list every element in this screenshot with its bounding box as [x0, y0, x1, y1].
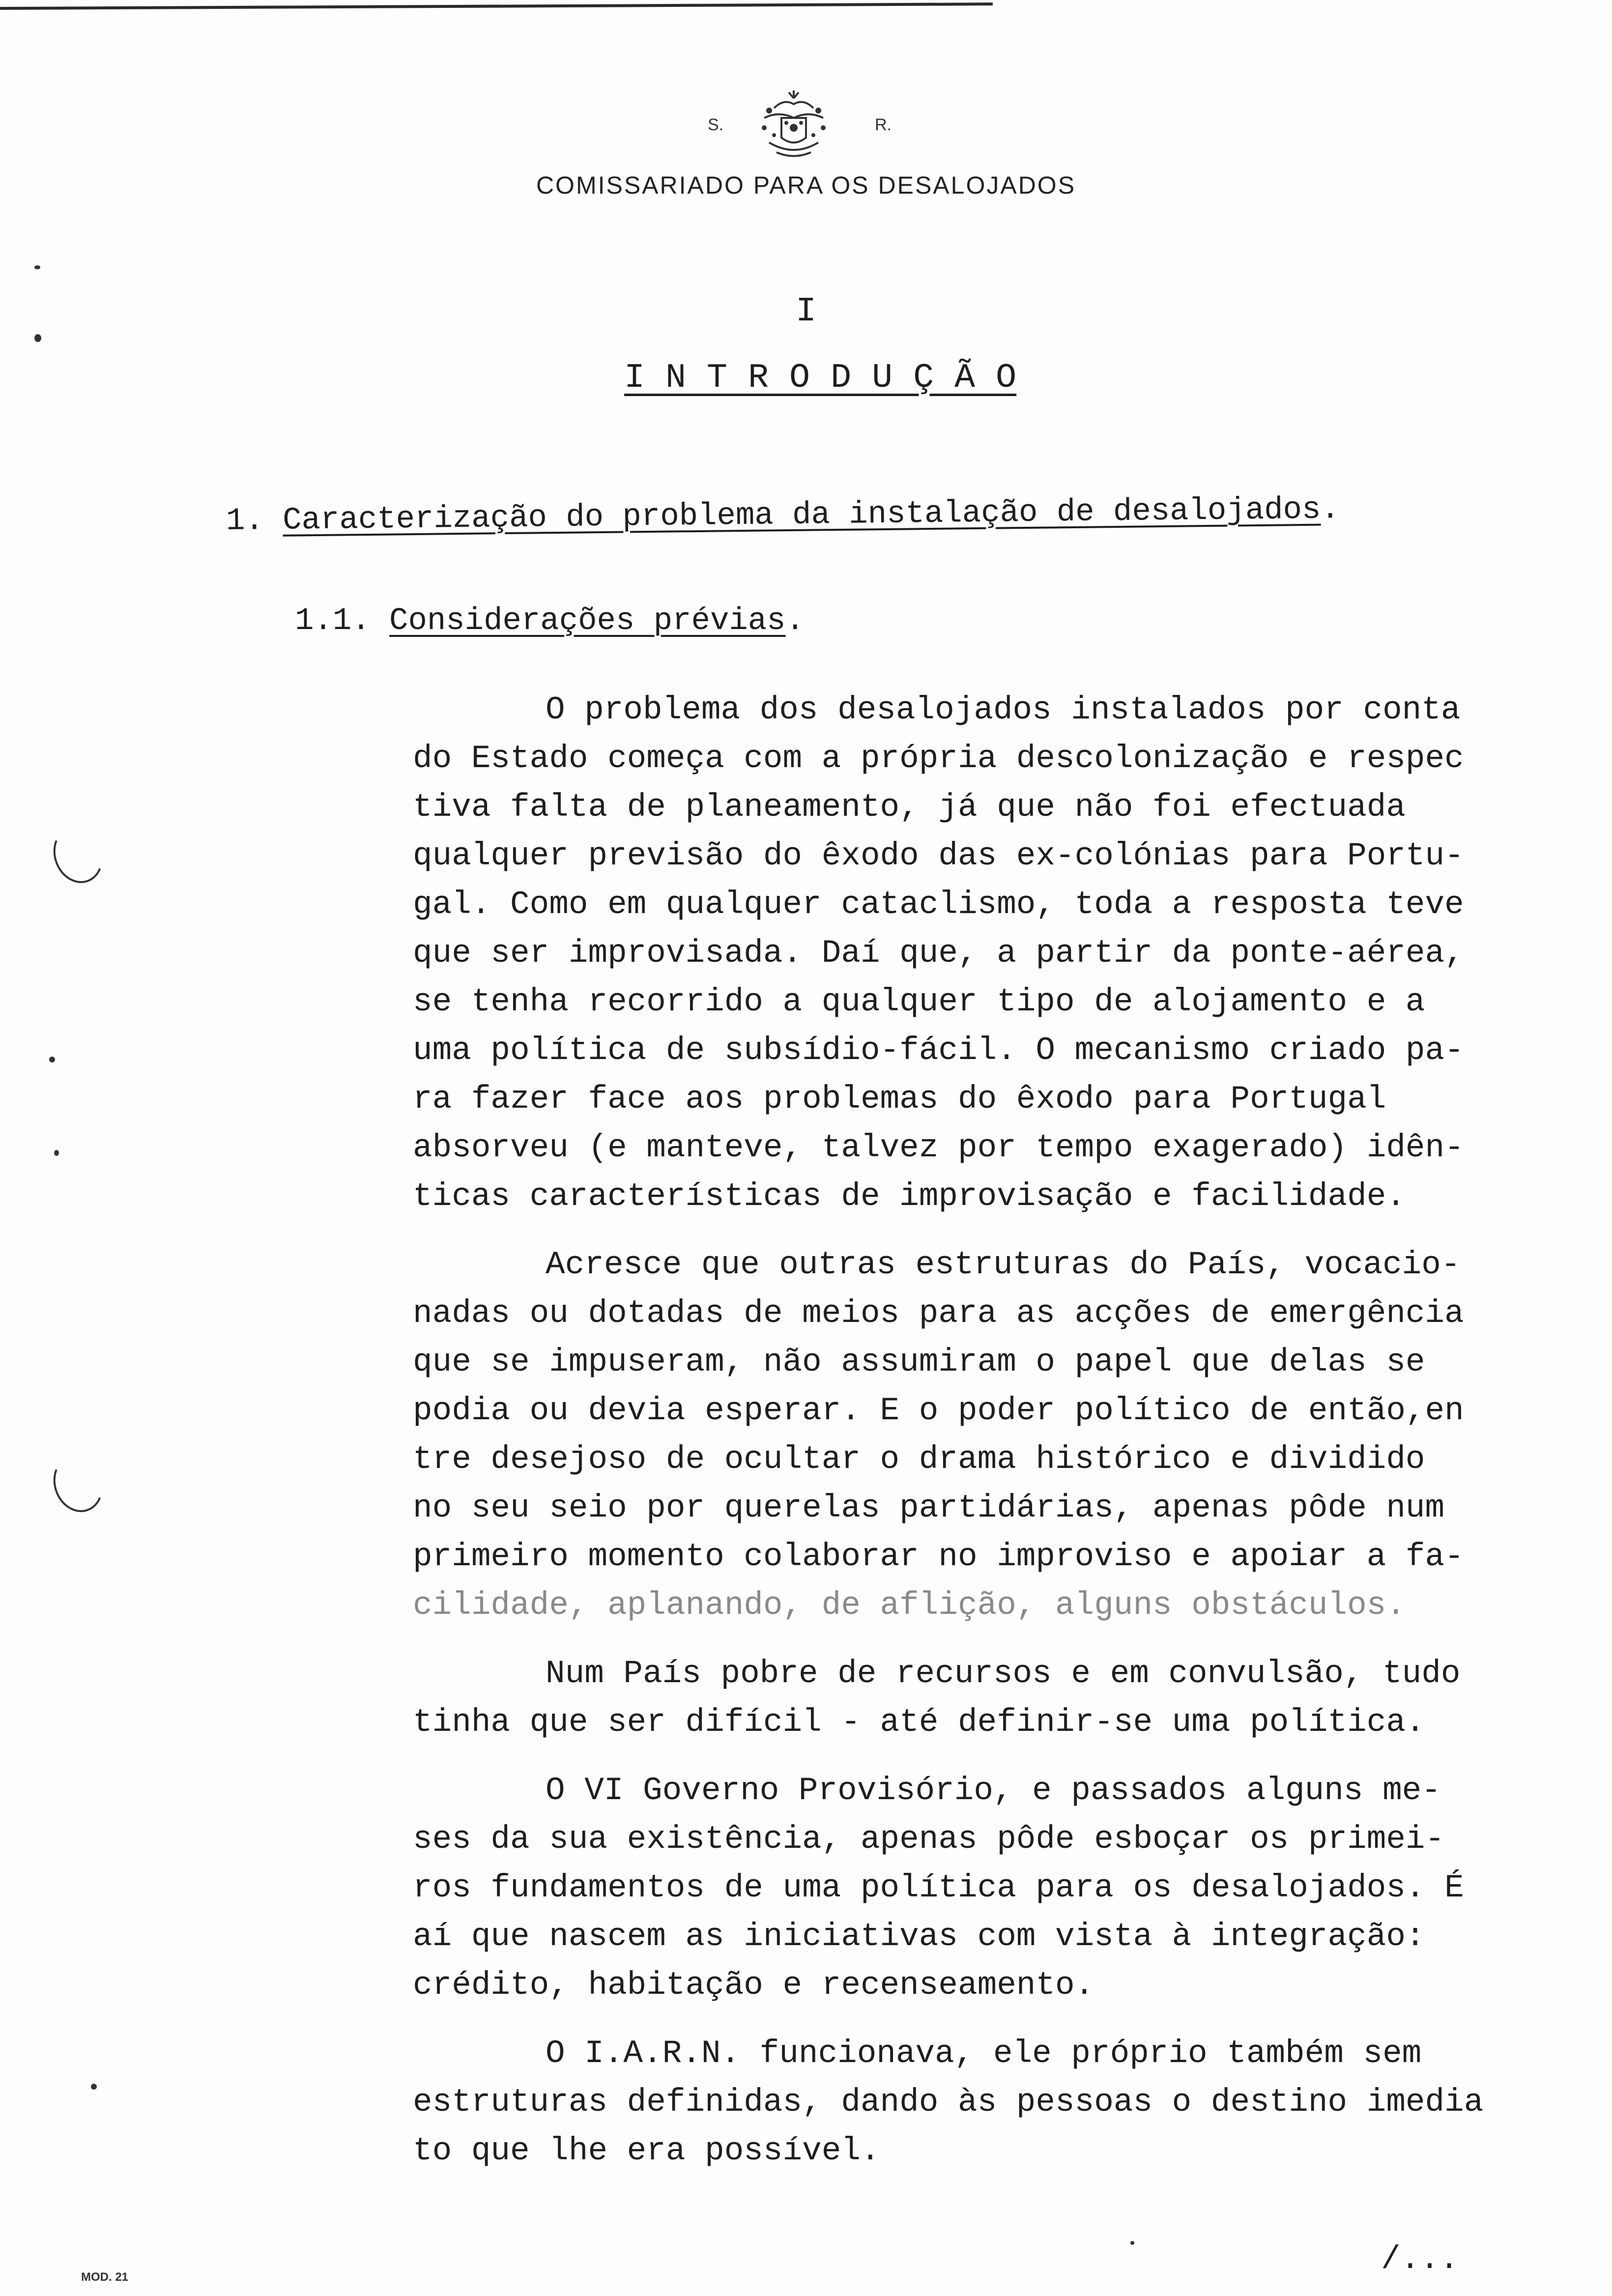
paragraph — [413, 1766, 1533, 2009]
heading-1-text: Caracterização do problema da instalação de desalojados — [282, 492, 1321, 539]
text-line: crédito, habitação e recenseamento. — [413, 1967, 1094, 2004]
heading-1-1-text: Considerações prévias — [389, 603, 786, 639]
text-line: cilidade, aplanando, de aflição, alguns obstáculos. — [413, 1587, 1406, 1624]
text-line: absorveu (e manteve, talvez por tempo exagerado) idên- — [413, 1129, 1464, 1166]
scan-speck — [34, 334, 41, 342]
section-number: I — [795, 292, 816, 331]
text-line: se tenha recorrido a qualquer tipo de alojamento e a — [413, 983, 1425, 1020]
text-line: do Estado começa com a própria descolonização e respec — [413, 740, 1464, 777]
text-line: Acresce que outras estruturas do País, vocacio- — [546, 1246, 1461, 1283]
text-line: O problema dos desalojados instalados por conta — [546, 691, 1461, 728]
letterhead-crest — [708, 74, 892, 172]
heading-1 — [226, 492, 1340, 539]
text-line: qualquer previsão do êxodo das ex-colónias para Portu- — [413, 837, 1464, 874]
organization-name: COMISSARIADO PARA OS DESALOJADOS — [536, 172, 1076, 199]
paragraph — [413, 2029, 1533, 2175]
text-line: Num País pobre de recursos e em convulsão, tudo — [546, 1655, 1461, 1692]
heading-1-end: . — [1321, 492, 1340, 528]
punch-hole-mark — [46, 819, 111, 890]
paragraph — [413, 686, 1533, 1221]
paragraph — [413, 1240, 1533, 1630]
text-line: nadas ou dotadas de meios para as acções de emergência — [413, 1295, 1464, 1332]
crest-right-letter: R. — [875, 115, 892, 134]
scan-speck — [49, 1057, 55, 1062]
section-title: I N T R O D U Ç Ã O — [624, 359, 1017, 398]
scan-speck — [1130, 2241, 1134, 2245]
crest-left-letter: S. — [708, 115, 724, 134]
top-edge-rule — [0, 2, 993, 10]
text-line: tre desejoso de ocultar o drama histórico e dividido — [413, 1441, 1425, 1478]
text-line: to que lhe era possível. — [413, 2132, 880, 2169]
text-line: estruturas definidas, dando às pessoas o destino imedia — [413, 2084, 1484, 2121]
text-line: ros fundamentos de uma política para os desalojados. É — [413, 1869, 1464, 1906]
form-code: MOD. 21 — [81, 2270, 129, 2284]
text-line: uma política de subsídio-fácil. O mecanismo criado pa- — [413, 1032, 1464, 1069]
text-line: no seu seio por querelas partidárias, apenas pôde num — [413, 1490, 1445, 1526]
text-line: que se impuseram, não assumiram o papel que delas se — [413, 1344, 1425, 1380]
paragraph — [413, 1649, 1533, 1747]
heading-1-1-end: . — [785, 603, 805, 639]
heading-1-1-number: 1.1. — [295, 603, 371, 639]
continuation-mark: /... — [1381, 2241, 1459, 2278]
body-text — [413, 686, 1533, 2195]
text-line: tiva falta de planeamento, já que não foi efectuada — [413, 789, 1406, 826]
text-line: ticas características de improvisação e facilidade. — [413, 1178, 1406, 1215]
heading-1-1 — [295, 603, 805, 639]
text-line: podia ou devia esperar. E o poder político de então,en — [413, 1392, 1464, 1429]
text-line: O VI Governo Provisório, e passados alguns me- — [546, 1772, 1441, 1809]
scan-speck — [34, 265, 40, 269]
text-line: tinha que ser difícil - até definir-se uma política. — [413, 1704, 1425, 1741]
coat-of-arms-icon — [754, 88, 833, 162]
text-line: primeiro momento colaborar no improviso e apoiar a fa- — [413, 1538, 1464, 1575]
text-line: que ser improvisada. Daí que, a partir da ponte-aérea, — [413, 935, 1464, 972]
text-line: ra fazer face aos problemas do êxodo para Portugal — [413, 1081, 1386, 1118]
scan-speck — [54, 1150, 59, 1156]
heading-1-number: 1. — [226, 503, 264, 539]
punch-hole-mark — [46, 1448, 111, 1519]
text-line: gal. Como em qualquer cataclismo, toda a resposta teve — [413, 886, 1464, 923]
text-line: ses da sua existência, apenas pôde esboçar os primei- — [413, 1821, 1445, 1858]
scan-speck — [91, 2084, 97, 2090]
text-line: O I.A.R.N. funcionava, ele próprio também sem — [546, 2035, 1422, 2072]
text-line: aí que nascem as iniciativas com vista à integração: — [413, 1918, 1425, 1955]
